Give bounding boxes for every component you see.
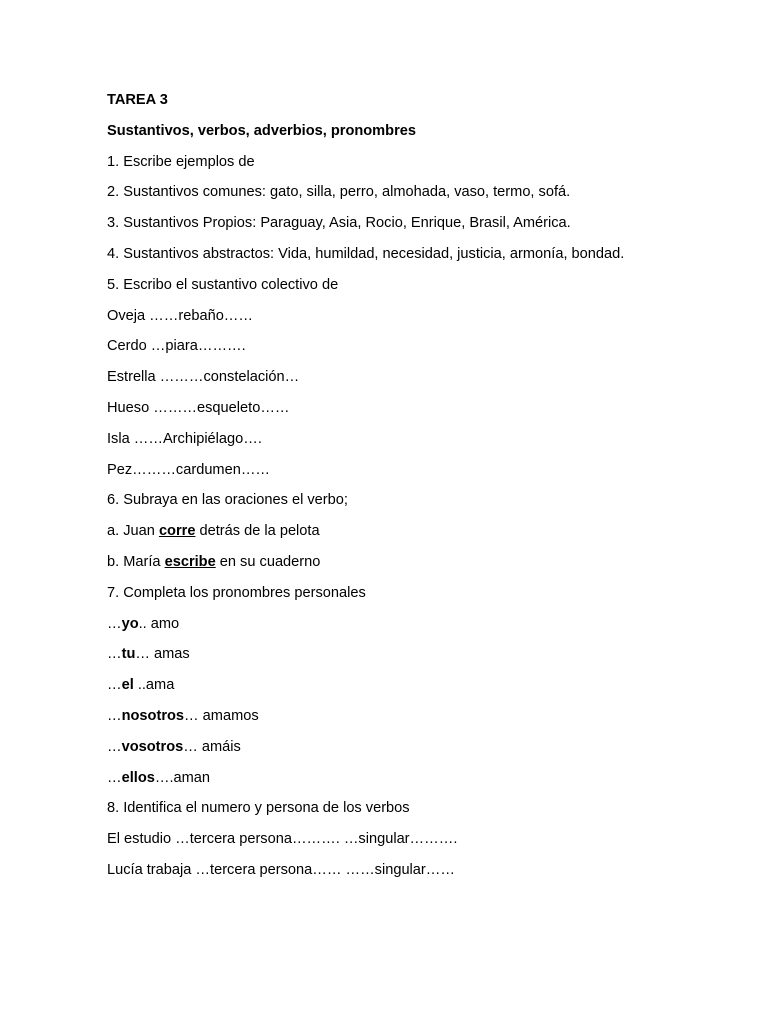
verb-analysis-line: Lucía trabaja …tercera persona…… ……singular…… <box>107 861 455 878</box>
question-7: 7. Completa los pronombres personales <box>107 584 366 601</box>
ellipsis: … <box>107 646 122 663</box>
document-subtitle: Sustantivos, verbos, adverbios, pronombres <box>107 122 416 139</box>
pronoun-answer: tu <box>121 646 136 663</box>
ellipsis: … <box>107 707 122 724</box>
document-title: TAREA 3 <box>107 92 168 108</box>
verb-form: … amamos <box>184 707 259 724</box>
ellipsis: … <box>107 769 122 786</box>
question-1: 1. Escribe ejemplos de <box>107 153 255 170</box>
pronoun-line <box>107 707 747 726</box>
collective-line: Isla ……Archipiélago…. <box>107 430 262 447</box>
pronoun-answer: vosotros <box>121 738 184 755</box>
collective-line: Hueso ………esqueleto…… <box>107 399 290 416</box>
pronoun-answer: yo <box>121 615 139 632</box>
collective-line: Estrella ………constelación… <box>107 369 300 386</box>
question-8: 8. Identifica el numero y persona de los verbos <box>107 800 410 817</box>
underlined-verb: escribe <box>164 553 216 570</box>
question-6b <box>107 553 747 572</box>
pronoun-answer: el <box>121 677 134 694</box>
collective-line: Cerdo …piara………. <box>107 338 246 355</box>
sentence-text: a. Juan <box>107 523 159 540</box>
pronoun-line <box>107 738 747 757</box>
collective-line: Pez………cardumen…… <box>107 461 271 478</box>
question-6: 6. Subraya en las oraciones el verbo; <box>107 492 348 509</box>
verb-form: ….aman <box>154 769 211 786</box>
ellipsis: … <box>107 738 122 755</box>
ellipsis: … <box>107 677 122 694</box>
question-5: 5. Escribo el sustantivo colectivo de <box>107 276 339 293</box>
underlined-verb: corre <box>158 523 196 540</box>
sentence-text: b. María <box>107 553 165 570</box>
verb-form: ..ama <box>133 677 175 694</box>
verb-form: … amáis <box>183 738 241 755</box>
question-4: 4. Sustantivos abstractos: Vida, humildad, necesidad, justicia, armonía, bondad. <box>107 245 625 262</box>
pronoun-line <box>107 645 747 664</box>
verb-analysis-line: El estudio …tercera persona………. …singular………. <box>107 831 458 848</box>
pronoun-answer: nosotros <box>121 707 185 724</box>
pronoun-line <box>107 769 747 788</box>
question-3: 3. Sustantivos Propios: Paraguay, Asia, Rocio, Enrique, Brasil, América. <box>107 215 571 232</box>
verb-form: .. amo <box>138 615 180 632</box>
ellipsis: … <box>107 615 122 632</box>
question-2: 2. Sustantivos comunes: gato, silla, perro, almohada, vaso, termo, sofá. <box>107 184 571 201</box>
sentence-text: en su cuaderno <box>215 553 321 570</box>
question-6a <box>107 522 747 541</box>
pronoun-answer: ellos <box>121 769 155 786</box>
pronoun-line <box>107 676 747 695</box>
sentence-text: detrás de la pelota <box>195 523 320 540</box>
verb-form: … amas <box>135 646 190 663</box>
pronoun-line <box>107 615 747 634</box>
collective-line: Oveja ……rebaño…… <box>107 307 253 324</box>
document-page <box>107 91 747 892</box>
